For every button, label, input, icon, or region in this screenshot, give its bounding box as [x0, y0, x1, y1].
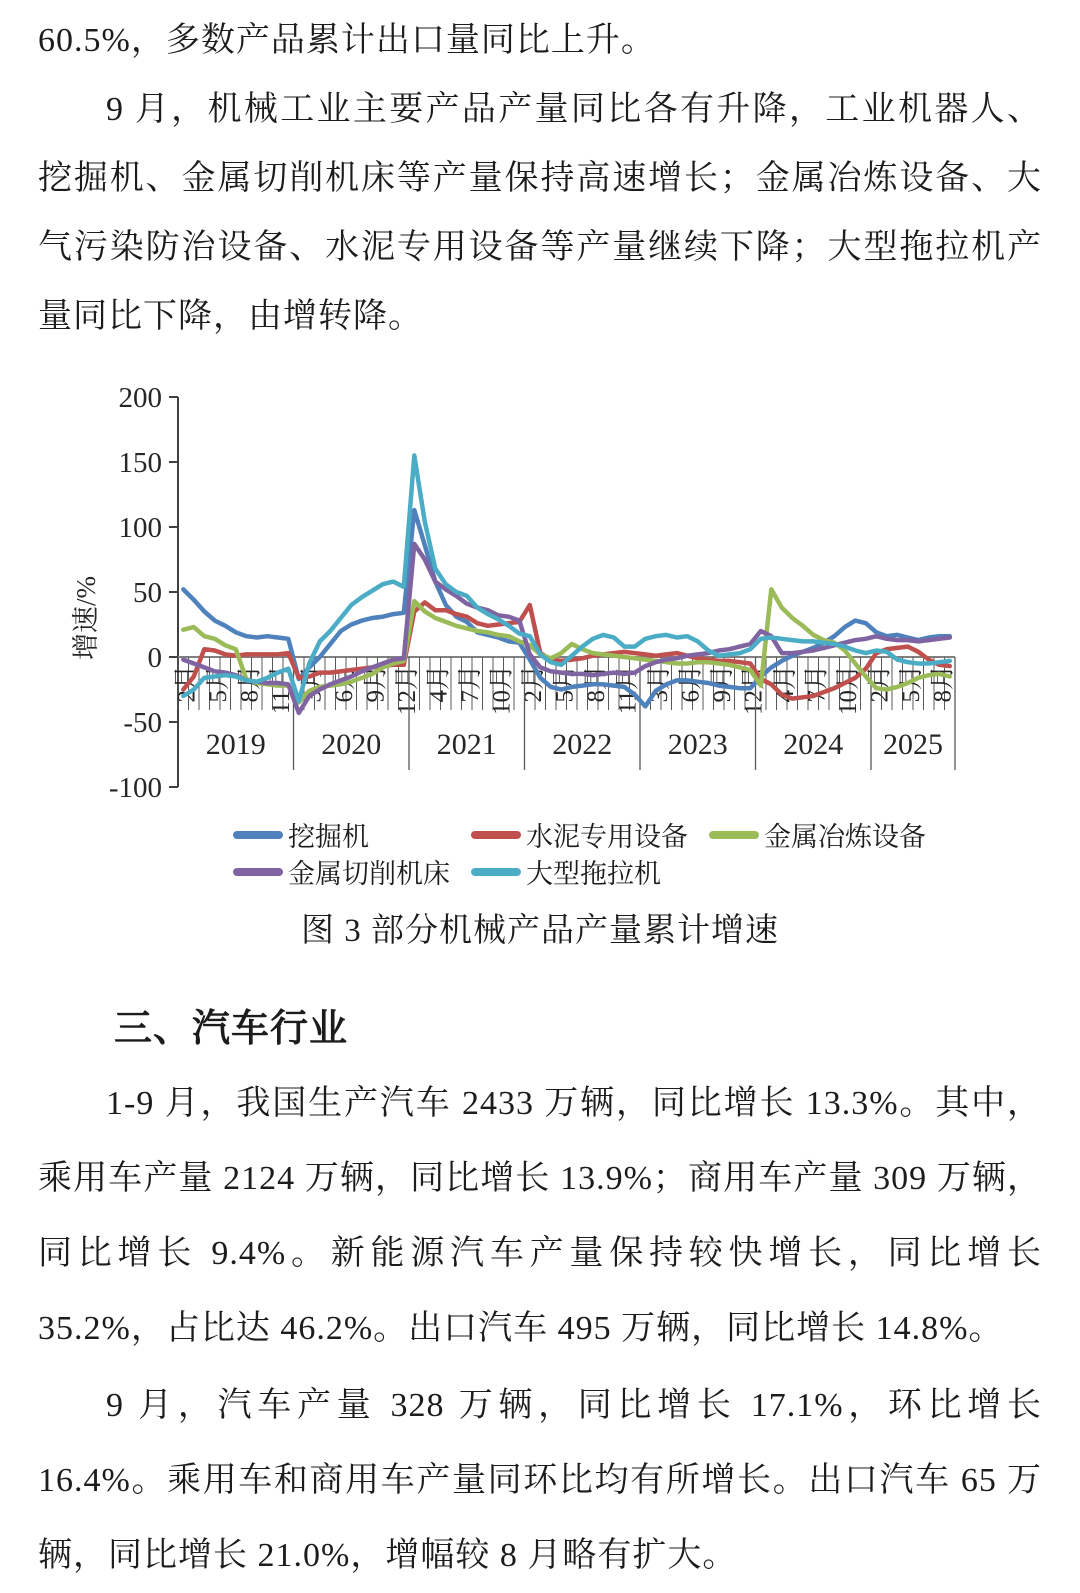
- svg-text:0: 0: [147, 642, 162, 674]
- svg-text:2024: 2024: [783, 728, 844, 761]
- legend-swatch-cement-special-equipment: [471, 831, 521, 839]
- legend-item-metal-smelting-equipment: [709, 815, 947, 854]
- svg-text:2023: 2023: [667, 728, 728, 761]
- legend-item-excavator: [233, 815, 471, 854]
- svg-text:150: 150: [118, 447, 162, 479]
- svg-text:2月: 2月: [173, 665, 201, 703]
- legend-row: [233, 816, 1080, 853]
- legend-item-metal-cutting-machine-tool: [233, 852, 471, 891]
- svg-text:8月: 8月: [929, 665, 957, 703]
- svg-text:100: 100: [118, 512, 162, 544]
- svg-text:5月: 5月: [897, 665, 925, 703]
- legend-label-excavator: 挖掘机: [288, 822, 369, 852]
- svg-text:5月: 5月: [551, 665, 579, 703]
- svg-text:8月: 8月: [582, 665, 610, 703]
- svg-text:2月: 2月: [519, 665, 547, 703]
- legend-swatch-metal-smelting-equipment: [709, 831, 759, 839]
- svg-text:12月: 12月: [740, 665, 768, 716]
- legend-label-cement-special-equipment: 水泥专用设备: [526, 822, 688, 852]
- svg-text:-50: -50: [123, 707, 162, 739]
- legend-label-metal-cutting-machine-tool: 金属切削机床: [288, 859, 450, 889]
- paragraph-export-summary: 60.5%，多数产品累计出口量同比上升。: [38, 22, 656, 59]
- svg-text:50: 50: [133, 577, 162, 609]
- svg-text:2025: 2025: [883, 728, 943, 761]
- legend-swatch-metal-cutting-machine-tool: [233, 868, 283, 876]
- figure-3: [0, 373, 1080, 951]
- legend-swatch-excavator: [233, 831, 283, 839]
- svg-text:8月: 8月: [236, 665, 264, 703]
- svg-text:2月: 2月: [866, 665, 894, 703]
- section-heading-auto-industry: 三、汽车行业: [114, 1008, 349, 1050]
- svg-text:-100: -100: [108, 772, 162, 803]
- y-axis-title: 增速/%: [71, 576, 101, 660]
- svg-text:200: 200: [118, 382, 162, 414]
- svg-text:11月: 11月: [614, 665, 642, 715]
- chart-legend: [233, 816, 1080, 890]
- svg-text:7月: 7月: [456, 665, 484, 703]
- legend-label-metal-smelting-equipment: 金属冶炼设备: [764, 822, 926, 852]
- legend-swatch-large-tractor: [471, 868, 521, 876]
- paragraph-auto-cumulative: 1-9 月，我国生产汽车 2433 万辆，同比增长 13.3%。其中，乘用车产量 2124 万辆，同比增长 13.9%；商用车产量 309 万辆，同比增长 9.4%。新能源汽车产量保持较快增长，同比增长 35.2%，占比达 46.2%。出口汽车 495 万辆，同比增长 14.8%。: [38, 1085, 1042, 1347]
- svg-text:2020: 2020: [321, 728, 382, 761]
- svg-text:4月: 4月: [771, 665, 799, 703]
- legend-label-large-tractor: 大型拖拉机: [526, 859, 661, 889]
- svg-text:10月: 10月: [834, 665, 862, 716]
- paragraph-auto-september: 9 月，汽车产量 328 万辆，同比增长 17.1%，环比增长 16.4%。乘用车和商用车产量同环比均有所增长。出口汽车 65 万辆，同比增长 21.0%，增幅较 8 月略有扩大。: [38, 1387, 1042, 1574]
- paragraph-machinery-products: 9 月，机械工业主要产品产量同比各有升降，工业机器人、挖掘机、金属切削机床等产量保持高速增长；金属冶炼设备、大气污染防治设备、水泥专用设备等产量继续下降；大型拖拉机产量同比下降，由增转降。: [38, 91, 1042, 335]
- svg-text:6月: 6月: [677, 665, 705, 703]
- svg-text:9月: 9月: [362, 665, 390, 703]
- y-axis: [109, 382, 178, 803]
- svg-text:2021: 2021: [436, 728, 497, 761]
- legend-item-large-tractor: [471, 852, 709, 891]
- svg-text:5月: 5月: [204, 665, 232, 703]
- svg-text:4月: 4月: [425, 665, 453, 703]
- svg-text:11月: 11月: [267, 665, 295, 715]
- svg-text:9月: 9月: [708, 665, 736, 703]
- svg-text:7月: 7月: [803, 665, 831, 703]
- svg-text:6月: 6月: [330, 665, 358, 703]
- figure3-line-chart: [0, 373, 1080, 803]
- figure-caption: 图 3 部分机械产品产量累计增速: [301, 913, 779, 949]
- svg-text:3月: 3月: [645, 665, 673, 703]
- svg-text:2022: 2022: [552, 728, 613, 761]
- svg-text:3月: 3月: [299, 665, 327, 703]
- legend-row: [233, 853, 1080, 890]
- svg-text:10月: 10月: [488, 665, 516, 716]
- svg-text:2019: 2019: [205, 728, 266, 761]
- svg-text:12月: 12月: [393, 665, 421, 716]
- legend-item-cement-special-equipment: [471, 815, 709, 854]
